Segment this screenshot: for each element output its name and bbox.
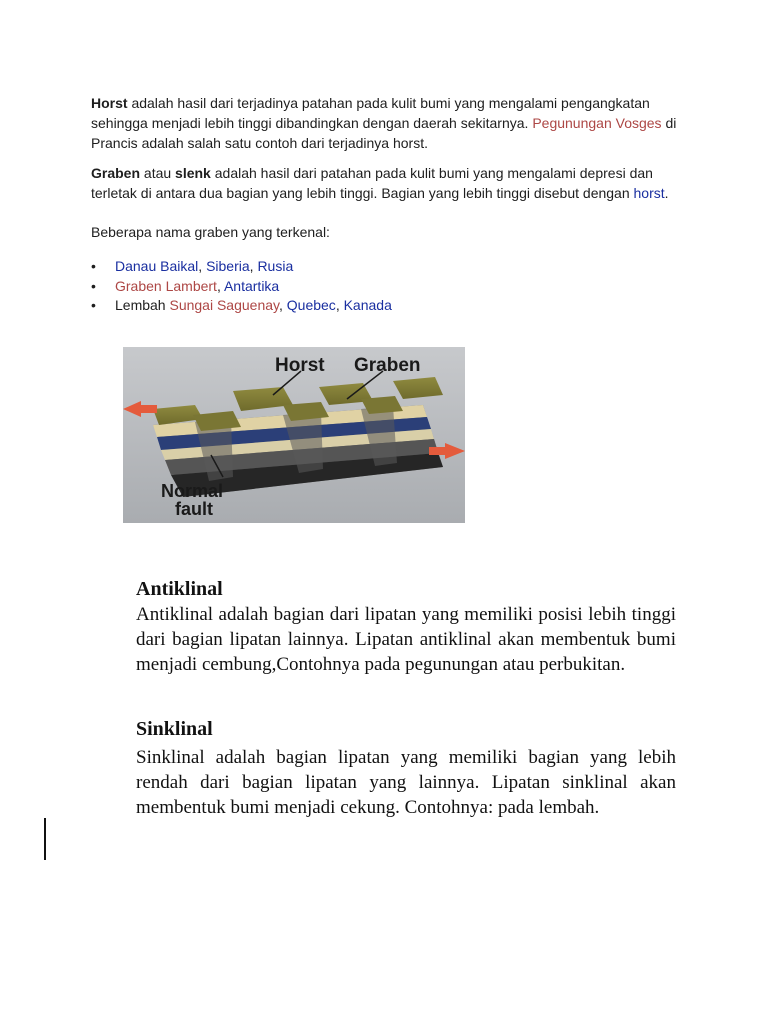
list-separator: , xyxy=(335,297,344,313)
graben-text-2: adalah hasil dari patahan pada kulit bumi yang mengalami depresi dan terletak di antara dua bagian yang lebih tinggi. Bagian yang lebih tinggi disebut dengan xyxy=(91,165,653,201)
horst-text-2: di Prancis adalah salah satu contoh dari terjadinya horst. xyxy=(91,115,677,151)
link-kanada[interactable]: Kanada xyxy=(343,297,392,313)
list-separator: , xyxy=(278,297,287,313)
diagram-illustration xyxy=(123,347,465,523)
sinklinal-heading: Sinklinal xyxy=(136,718,213,740)
graben-term: Graben xyxy=(91,165,141,181)
horst-paragraph xyxy=(91,93,681,153)
text-cursor xyxy=(44,818,46,860)
link-graben-lambert[interactable]: Graben Lambert xyxy=(115,277,217,294)
label-graben: Graben xyxy=(354,355,421,376)
antiklinal-heading: Antiklinal xyxy=(136,578,223,600)
vosges-link[interactable]: Pegunungan Vosges xyxy=(532,115,662,131)
list-item xyxy=(91,257,392,277)
sinklinal-body: Sinklinal adalah bagian lipatan yang memiliki bagian yang lebih rendah dari bagian lipatan yang lainnya. Lipatan sinklinal akan membentuk bumi menjadi cekung. Contohnya: pada lembah. xyxy=(136,747,676,818)
label-normal: Normal xyxy=(161,481,224,501)
horst-term: Horst xyxy=(91,95,128,111)
link-quebec[interactable]: Quebec xyxy=(286,297,336,313)
graben-text-3: . xyxy=(664,185,669,201)
horst-link[interactable]: horst xyxy=(633,185,665,201)
label-horst: Horst xyxy=(275,355,325,376)
graben-text-1: atau xyxy=(140,165,176,181)
link-danau-baikal[interactable]: Danau Baikal xyxy=(115,258,199,274)
link-rusia[interactable]: Rusia xyxy=(257,258,294,274)
antiklinal-body: Antiklinal adalah bagian dari lipatan yang memiliki posisi lebih tinggi dari bagian lipatan lainnya. Lipatan antiklinal akan membentuk bumi menjadi cembung,Contohnya pada pegunungan atau perbukitan. xyxy=(136,604,676,675)
link-antartika[interactable]: Antartika xyxy=(223,277,280,294)
label-fault: fault xyxy=(175,499,213,519)
list-item xyxy=(91,296,392,316)
list-intro: Beberapa nama graben yang terkenal: xyxy=(91,224,330,240)
graben-list xyxy=(91,257,392,316)
list-item xyxy=(91,277,392,297)
graben-paragraph xyxy=(91,163,681,203)
list-separator: , xyxy=(249,258,258,274)
list-separator: , xyxy=(216,277,224,294)
link-siberia[interactable]: Siberia xyxy=(206,258,250,274)
slenk-term: slenk xyxy=(175,165,211,181)
link-sungai-saguenay[interactable]: Sungai Saguenay xyxy=(169,297,279,313)
horst-graben-diagram xyxy=(123,347,465,523)
horst-text-1: adalah hasil dari terjadinya patahan pada kulit bumi yang mengalami pengangkatan sehingga menjadi lebih tinggi dibandingkan dengan daerah sekitarnya. xyxy=(91,95,650,131)
list-prefix: Lembah xyxy=(115,297,170,313)
list-separator: , xyxy=(198,258,207,274)
